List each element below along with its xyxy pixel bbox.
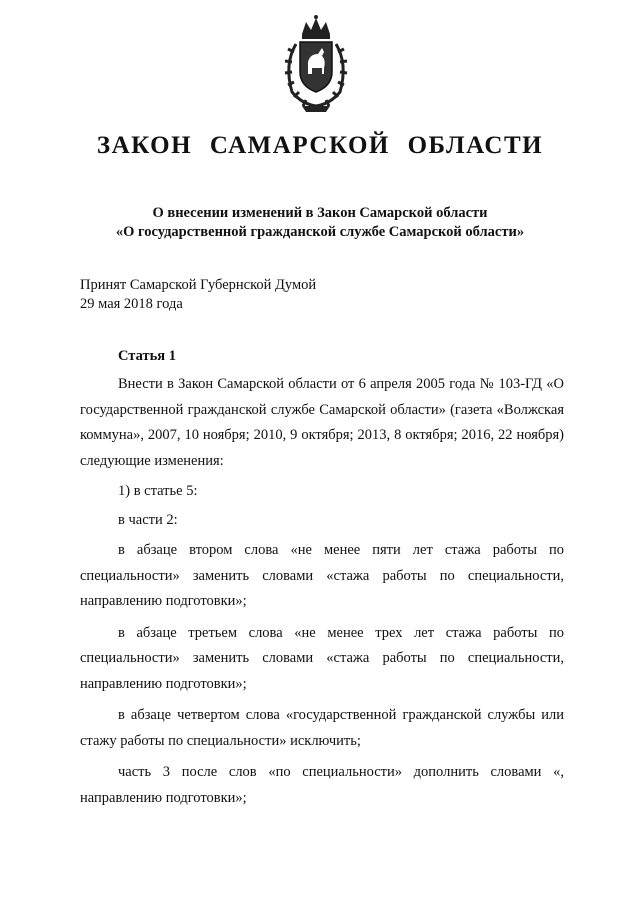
article-heading: Статья 1 <box>118 348 176 364</box>
paragraph-abzac-2: в абзаце втором слова «не менее пяти лет стажа работы по специальности» заменить словами «стажа работы по специальности, направлению подготовки»; <box>80 542 564 609</box>
article-body <box>80 346 564 817</box>
law-subject <box>40 204 600 242</box>
adoption-date: 29 мая 2018 года <box>80 296 183 312</box>
paragraph-abzac-4: в абзаце четвертом слова «государственной гражданской службы или стажу работы по специальности» исключить; <box>80 707 564 749</box>
paragraph-intro: Внести в Закон Самарской области от 6 апреля 2005 года № 103-ГД «О государственной гражданской службе Самарской области» (газета «Волжская коммуна», 2007, 10 ноября; 2010, 9 октября; 2013, 8 октября; 2016, 22 ноября) следующие изменения: <box>80 376 564 469</box>
law-title: ЗАКОН САМАРСКОЙ ОБЛАСТИ <box>96 132 544 159</box>
paragraph-abzac-3: в абзаце третьем слова «не менее трех лет стажа работы по специальности» заменить словами «стажа работы по специальности, направлению подготовки»; <box>80 624 564 692</box>
paragraph-part-3: часть 3 после слов «по специальности» дополнить словами «, направлению подготовки»; <box>80 764 564 806</box>
coat-of-arms-icon <box>272 14 360 114</box>
adopted-by: Принят Самарской Губернской Думой <box>80 277 317 293</box>
paragraph-item-1: 1) в статье 5: <box>118 483 198 499</box>
subject-line-2: «О государственной гражданской службе Самарской области» <box>115 224 525 240</box>
paragraph-part-2: в части 2: <box>118 512 178 528</box>
adoption-info <box>80 276 316 314</box>
subject-line-1: О внесении изменений в Закон Самарской области <box>152 205 488 221</box>
